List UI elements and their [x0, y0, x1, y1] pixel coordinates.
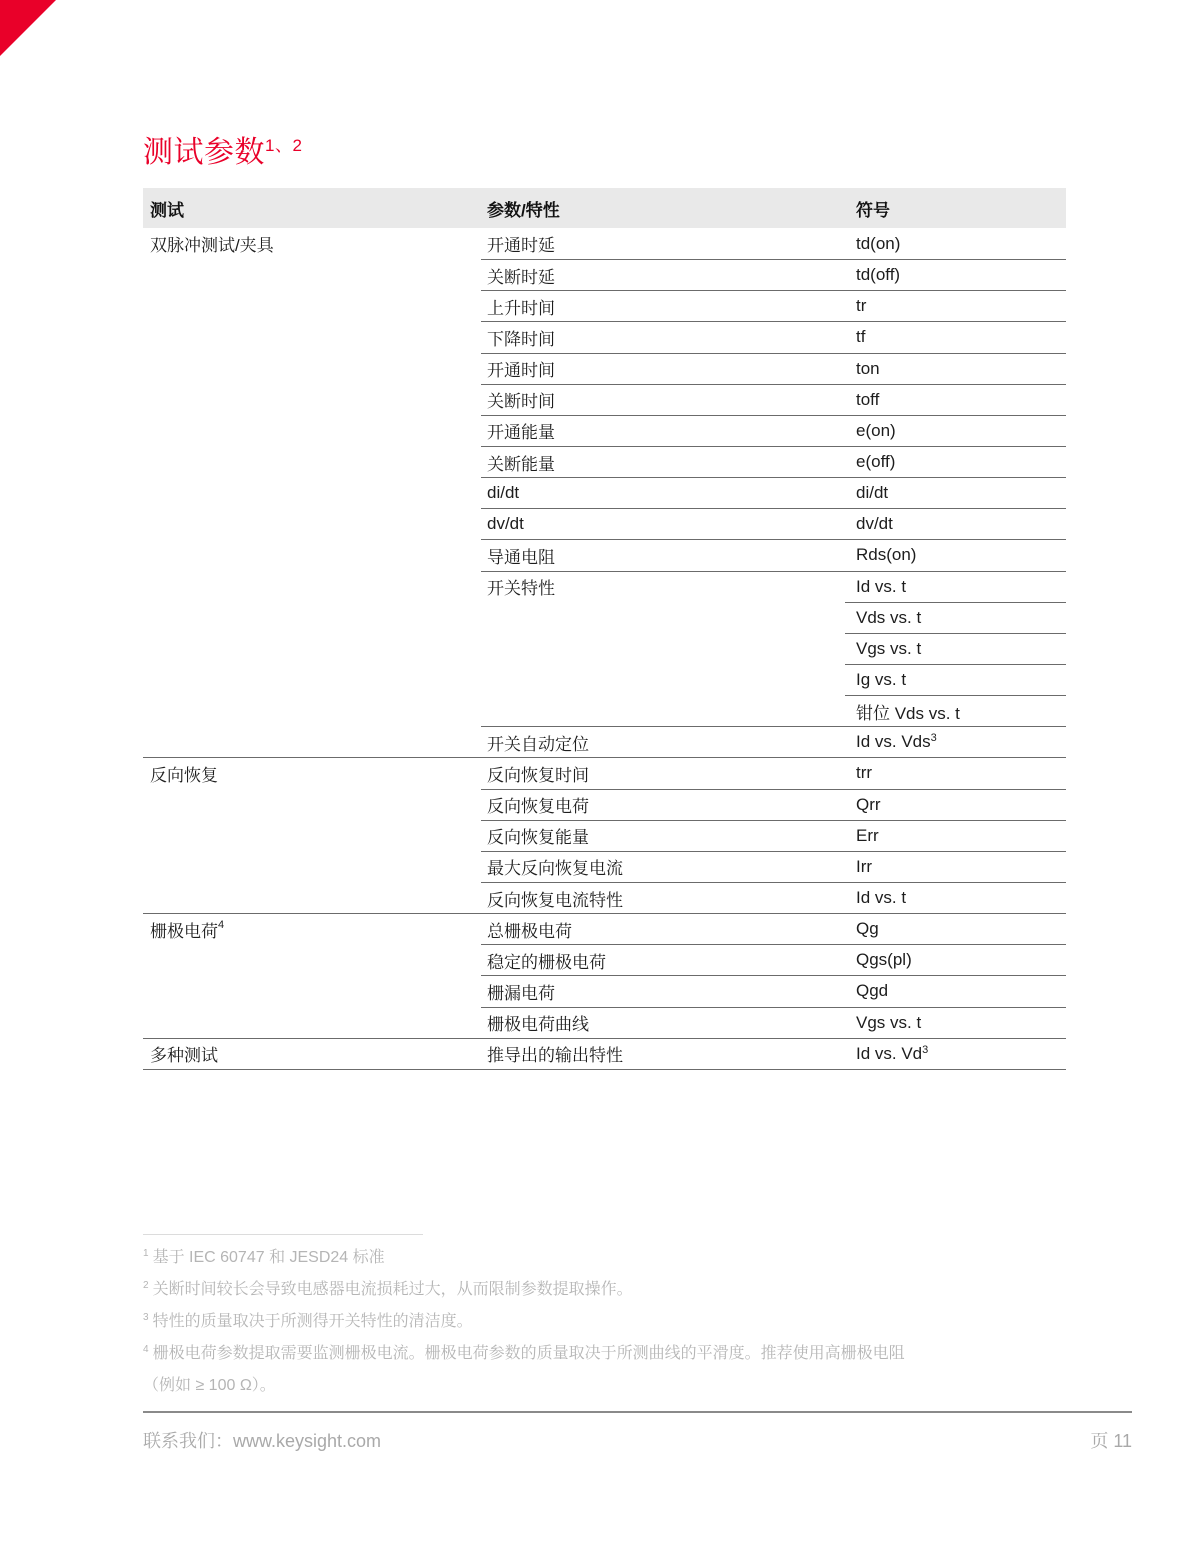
table-row [143, 664, 1066, 695]
cell-symbol [845, 913, 1066, 944]
page-number: 页 11 [1090, 1431, 1132, 1451]
cell-symbol-text: td(on) [856, 233, 901, 253]
cell-parameter-text: 关断时延 [487, 267, 555, 287]
column-header-parameter: 参数/特性 [487, 200, 560, 220]
cell-test-group-text: 反向恢复 [150, 765, 218, 785]
footnote-divider [143, 1234, 423, 1235]
cell-test-group [143, 944, 481, 975]
cell-parameter-text: 稳定的栅极电荷 [487, 952, 606, 972]
cell-parameter [481, 820, 845, 851]
table-row [143, 228, 1066, 259]
contact-url[interactable]: www.keysight.com [233, 1431, 382, 1451]
cell-parameter [481, 1038, 845, 1069]
cell-symbol-text: Err [856, 825, 879, 845]
cell-parameter [481, 477, 845, 508]
cell-test-group-text: 多种测试 [150, 1046, 218, 1066]
table-row [143, 415, 1066, 446]
cell-parameter [481, 446, 845, 477]
cell-symbol-text: Irr [856, 856, 873, 876]
cell-test-group-text: 双脉冲测试/夹具 [150, 236, 274, 256]
table-row [143, 882, 1066, 913]
cell-parameter-text: 导通电阻 [487, 547, 555, 567]
table-row [143, 290, 1066, 321]
cell-symbol [845, 539, 1066, 570]
footnote-text-continued: （例如 ≥ 100 Ω）。 [143, 1377, 276, 1394]
cell-test-group [143, 757, 481, 788]
cell-symbol [845, 757, 1066, 788]
cell-test-group [143, 975, 481, 1006]
cell-symbol [845, 477, 1066, 508]
cell-symbol-text: Id vs. t [856, 576, 907, 596]
table-row [143, 944, 1066, 975]
table-row [143, 695, 1066, 726]
cell-symbol [845, 1007, 1066, 1038]
cell-parameter-text: 最大反向恢复电流 [487, 859, 623, 879]
cell-parameter [481, 664, 845, 695]
footer-divider [143, 1411, 1132, 1413]
cell-test-group [143, 477, 481, 508]
cell-parameter [481, 975, 845, 1006]
page-title [143, 136, 302, 170]
footnote-text: 特性的质量取决于所测得开关特性的清洁度。 [152, 1313, 473, 1330]
cell-symbol-text: tr [856, 296, 867, 316]
cell-symbol [845, 695, 1066, 726]
cell-parameter [481, 944, 845, 975]
cell-test-group [143, 446, 481, 477]
cell-parameter-text: 开关自动定位 [487, 734, 589, 754]
contact-line [143, 1429, 381, 1453]
cell-symbol-text: Qrr [856, 794, 881, 814]
cell-symbol [845, 820, 1066, 851]
cell-parameter [481, 384, 845, 415]
cell-parameter-text: 开通时延 [487, 236, 555, 256]
cell-symbol-text: Qgs(pl) [856, 950, 912, 970]
cell-test-group [143, 633, 481, 664]
table-row [143, 477, 1066, 508]
cell-test-group [143, 820, 481, 851]
cell-parameter-text: 总栅极电荷 [487, 921, 572, 941]
cell-symbol-text: Qg [856, 919, 879, 939]
cell-test-group [143, 695, 481, 726]
cell-test-group [143, 321, 481, 352]
cell-symbol: Id vs. Vds $^3$ [845, 726, 1066, 757]
cell-parameter [481, 571, 845, 602]
table-row [143, 539, 1066, 570]
footnote [143, 1242, 1133, 1274]
table-row [143, 1038, 1066, 1069]
table-row [143, 508, 1066, 539]
table-row [143, 726, 1066, 757]
test-parameters-table [143, 188, 1066, 1070]
footnote [143, 1274, 1133, 1306]
cell-parameter [481, 882, 845, 913]
cell-parameter-text: 上升时间 [487, 298, 555, 318]
cell-test-group [143, 882, 481, 913]
cell-parameter [481, 602, 845, 633]
table-row [143, 384, 1066, 415]
cell-symbol [845, 664, 1066, 695]
footnote-text: 关断时间较长会导致电感器电流损耗过大，从而限制参数提取操作。 [152, 1281, 633, 1298]
table-row [143, 913, 1066, 944]
column-header-symbol: 符号 [856, 200, 890, 220]
cell-symbol-text: Vds vs. t [856, 607, 922, 627]
cell-symbol-text: di/dt [856, 483, 889, 503]
keysight-red-corner-mark [0, 0, 56, 56]
cell-parameter [481, 851, 845, 882]
cell-parameter [481, 415, 845, 446]
cell-symbol-text: e(on) [856, 420, 896, 440]
cell-parameter-text: di/dt [487, 483, 520, 503]
cell-test-group [143, 1038, 481, 1069]
table-row [143, 975, 1066, 1006]
cell-parameter [481, 789, 845, 820]
cell-symbol-text: Rds(on) [856, 545, 917, 565]
cell-parameter-text: dv/dt [487, 514, 524, 534]
cell-parameter-text: 下降时间 [487, 329, 555, 349]
footnote [143, 1338, 1133, 1402]
cell-symbol-text: Qgd [856, 981, 889, 1001]
table-row [143, 321, 1066, 352]
table-body [143, 228, 1066, 1070]
cell-parameter-text: 开通时间 [487, 361, 555, 381]
cell-parameter [481, 695, 845, 726]
cell-test-group [143, 571, 481, 602]
page-title-superscript: 1、2 [265, 136, 303, 155]
cell-test-group-text: 栅极电荷 [150, 921, 218, 941]
cell-symbol [845, 290, 1066, 321]
table-header-row [143, 188, 1066, 228]
cell-parameter [481, 539, 845, 570]
page-title-text: 测试参数 [143, 136, 265, 169]
cell-symbol [845, 882, 1066, 913]
cell-parameter-text: 关断能量 [487, 454, 555, 474]
cell-parameter [481, 259, 845, 290]
cell-parameter-text: 反向恢复电荷 [487, 797, 589, 817]
cell-parameter [481, 633, 845, 664]
cell-symbol [845, 508, 1066, 539]
table-row [143, 851, 1066, 882]
cell-symbol [845, 944, 1066, 975]
cell-symbol-text: 钳位 Vds vs. t [856, 703, 960, 723]
cell-parameter-text: 反向恢复电流特性 [487, 890, 623, 910]
table-row [143, 446, 1066, 477]
cell-test-group [143, 508, 481, 539]
table-row [143, 353, 1066, 384]
cell-symbol [845, 571, 1066, 602]
cell-test-group: 栅极电荷 $^4$ [143, 913, 481, 944]
footnote-text: 栅极电荷参数提取需要监测栅极电流。栅极电荷参数的质量取决于所测曲线的平滑度。推荐使用高栅极电阻 [152, 1345, 905, 1362]
cell-symbol [845, 259, 1066, 290]
cell-symbol [845, 975, 1066, 1006]
table-row [143, 633, 1066, 664]
table-row [143, 1007, 1066, 1038]
cell-test-group [143, 1007, 481, 1038]
cell-symbol-text: Id vs. Vd [856, 1043, 923, 1063]
cell-test-group [143, 539, 481, 570]
cell-symbol: Id vs. Vd $^3$ [845, 1038, 1066, 1069]
table-row [143, 259, 1066, 290]
cell-symbol [845, 384, 1066, 415]
cell-parameter [481, 290, 845, 321]
footnote-text: 基于 IEC 60747 和 JESD24 标准 [152, 1249, 385, 1266]
cell-parameter [481, 508, 845, 539]
cell-symbol-text: Vgs vs. t [856, 1012, 922, 1032]
cell-test-group [143, 664, 481, 695]
cell-parameter-text: 开通能量 [487, 423, 555, 443]
cell-symbol [845, 228, 1066, 259]
cell-test-group [143, 384, 481, 415]
cell-parameter [481, 353, 845, 384]
cell-test-group [143, 228, 481, 259]
cell-test-group [143, 259, 481, 290]
cell-symbol-text: Vgs vs. t [856, 638, 922, 658]
cell-symbol-text: td(off) [856, 265, 901, 285]
cell-symbol [845, 851, 1066, 882]
table-row [143, 571, 1066, 602]
cell-test-group [143, 789, 481, 820]
column-header-test: 测试 [150, 200, 184, 220]
cell-test-group [143, 290, 481, 321]
cell-symbol-text: Ig vs. t [856, 670, 907, 690]
footnote-marker: 1 [143, 1247, 149, 1259]
cell-symbol-text: e(off) [856, 452, 896, 472]
cell-test-group [143, 415, 481, 446]
cell-symbol-text: tf [856, 327, 866, 347]
cell-parameter-text: 开关特性 [487, 579, 555, 599]
cell-parameter [481, 321, 845, 352]
cell-symbol [845, 633, 1066, 664]
contact-label: 联系我们： [143, 1431, 233, 1451]
cell-symbol-text: toff [856, 389, 880, 409]
footnote-marker: 4 [143, 1343, 149, 1355]
cell-parameter [481, 228, 845, 259]
cell-symbol [845, 602, 1066, 633]
cell-symbol [845, 415, 1066, 446]
cell-parameter-text: 反向恢复能量 [487, 828, 589, 848]
footnote [143, 1306, 1133, 1338]
page-footer [143, 1429, 1132, 1453]
cell-symbol-text: Id vs. t [856, 888, 907, 908]
cell-symbol [845, 321, 1066, 352]
cell-test-group [143, 353, 481, 384]
cell-symbol-text: ton [856, 358, 880, 378]
cell-parameter-text: 栅极电荷曲线 [487, 1015, 589, 1035]
footnote-marker: 3 [143, 1311, 149, 1323]
cell-parameter-text: 关断时间 [487, 392, 555, 412]
cell-parameter [481, 726, 845, 757]
cell-symbol-text: Id vs. Vds [856, 732, 931, 752]
table-row [143, 757, 1066, 788]
cell-symbol [845, 789, 1066, 820]
cell-symbol [845, 446, 1066, 477]
cell-test-group [143, 602, 481, 633]
cell-symbol [845, 353, 1066, 384]
cell-test-group [143, 726, 481, 757]
cell-parameter [481, 1007, 845, 1038]
footnote-marker: 2 [143, 1279, 149, 1291]
cell-parameter-text: 栅漏电荷 [487, 983, 555, 1003]
table-row [143, 820, 1066, 851]
cell-symbol-text: dv/dt [856, 514, 893, 534]
footnotes-block [143, 1242, 1133, 1402]
cell-parameter [481, 757, 845, 788]
table-row [143, 602, 1066, 633]
cell-parameter-text: 反向恢复时间 [487, 765, 589, 785]
cell-test-group [143, 851, 481, 882]
table-row [143, 789, 1066, 820]
cell-parameter-text: 推导出的输出特性 [487, 1046, 623, 1066]
cell-symbol-text: trr [856, 763, 873, 783]
cell-parameter [481, 913, 845, 944]
